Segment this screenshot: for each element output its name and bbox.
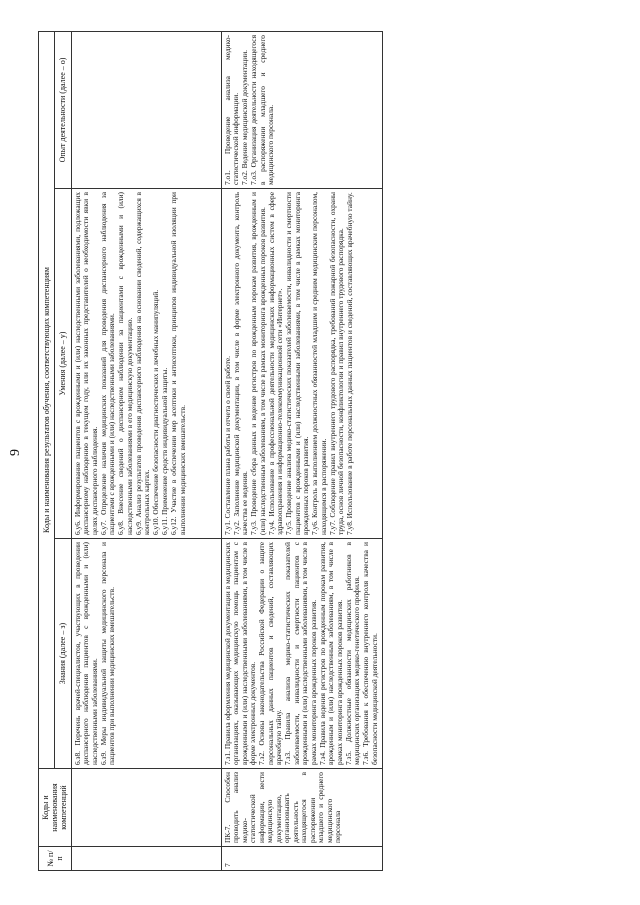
result-item: 7.у4. Использование в профессиональной деятельности медицинских информационных систем в сфере здравоохранения и информационно-телекоммуникационной сети «Интернет».: [266, 192, 285, 535]
row-competency-code: ПК-7. Способен проводить анализ медико-статистической информации, вести медицинскую документацию, организовывать деятельность находящегося в распоряжении младшего и среднего медицинского персонала: [221, 769, 382, 847]
skills-cell: [221, 189, 382, 539]
result-item: 7.з1. Правила оформления медицинской документации в медицинских организациях, оказывающих медицинскую помощь пациентам с врожденными и (или) наследственными заболеваниями, в том числе в форме электронных документов.: [222, 542, 258, 765]
result-item: 7.о3. Организация деятельности находящегося в распоряжении младшего и среднего медицинского персонала.: [249, 35, 276, 185]
table-row: [71, 32, 221, 871]
competencies-table: [38, 31, 383, 871]
result-item: 7.у7. Соблюдение правил внутреннего трудового распорядка, требований пожарной безопасности, охраны труда, основ личной безопасности, конфликтологии и правил внутреннего трудового распорядка.: [327, 192, 346, 535]
result-item: 6.з9. Меры индивидуальной защиты медицинского персонала и пациентов при выполнении медицинских вмешательств.: [98, 542, 117, 765]
skills-cell: [71, 189, 221, 539]
header-results-group: Коды и наименования результатов обучения, соответствующих компетенциям: [39, 32, 55, 769]
knowledge-cell: [71, 539, 221, 769]
result-item: 7.з4. Правила ведения регистров по врожденным порокам развития, врожденным и (или) наследственным заболеваниям, в том числе в рамках мониторинга врожденных пороков развития.: [317, 542, 344, 765]
result-item: 7.о2. Ведение медицинской документации.: [240, 49, 250, 185]
result-item: 7.з3. Правила анализа медико-статистических показателей заболеваемости, инвалидности и смертности пациентов с врожденными и (или) наследственными заболеваниями, в том числе в рамках мониторинга врожденных пороков развития.: [283, 542, 318, 765]
result-item: 7.у1. Составление плана работы и отчета о своей работе.: [222, 356, 232, 535]
header-row-1: [39, 32, 55, 871]
result-item: 6.у9. Анализ результатов проведения диспансерного наблюдения на основании сведений, содержащихся в контрольных картах.: [133, 192, 152, 535]
result-item: 7.з6. Требования к обеспечению внутреннего контроля качества и безопасности медицинской деятельности.: [361, 542, 379, 765]
result-item: 6.у10. Обеспечение безопасности диагностических и лечебных манипуляций.: [151, 289, 161, 535]
result-item: 6.у6. Информирование пациентов с врожденными и (или) наследственными заболеваниями, подлежащих диспансерному наблюдению в текущем году, или их законных представителей о необходимости явки в целях диспансерного наблюдения.: [72, 192, 99, 535]
page-number: 9: [8, 449, 23, 456]
header-num: № п/п: [39, 847, 72, 871]
row-competency-code: [71, 769, 221, 847]
result-item: 7.у8. Использование в работе персональных данных пациентов и сведений, составляющих врачебную тайну.: [345, 192, 355, 535]
result-item: 7.з2. Основы законодательства Российской Федерации о защите персональных данных пациентов и сведений, составляющих врачебную тайну.: [257, 542, 284, 765]
experience-cell: [221, 32, 382, 189]
row-num: [71, 847, 221, 871]
header-experience: Опыт деятельности (далее – о): [55, 32, 71, 189]
result-item: 7.о1. Проведение анализа медико-статистической информации.: [222, 35, 241, 185]
result-item: 7.у5. Проведение анализа медико-статистических показателей заболеваемости, инвалидности и смертности пациентов с врожденными и (или) наследственными заболеваниями, в том числе в рамках мониторинга врожденных пороков развития.: [284, 192, 311, 535]
row-num: 7: [221, 847, 382, 871]
result-item: 6.у8. Внесение сведений о диспансерном наблюдении за пациентами с врожденными и (или) наследственными заболеваниями в его медицинскую документацию.: [116, 192, 134, 535]
knowledge-cell: [221, 539, 382, 769]
result-item: 6.у12. Участие в обеспечении мер асептики и антисептики, принципов индивидуальной изоляции при выполнении медицинских вмешательств.: [169, 192, 187, 535]
result-item: 7.у3. Проведение сбора данных и ведение регистров по врожденным порокам развития, врожденным и (или) наследственным заболеваниям, в том числе в рамках мониторинга врожденных пороков развития.: [249, 192, 267, 535]
result-item: 7.у2. Заполнение медицинской документации, в том числе в форме электронного документа, контроль качества ее ведения.: [231, 192, 250, 535]
header-knowledge: Знания (далее – з): [55, 539, 71, 769]
header-row-2: [55, 32, 71, 871]
header-code: Коды и наименования компетенций: [39, 769, 72, 847]
result-item: 6.у7. Определение наличия медицинских показаний для проведения диспансерного наблюдения за пациентами с врожденными и (или) наследственными заболеваниями.: [98, 192, 117, 535]
experience-cell: [71, 32, 221, 189]
result-item: 6.з8. Перечень врачей-специалистов, участвующих в проведении диспансерного наблюдения пациентов с врожденными и (или) наследственными заболеваниями.: [72, 542, 99, 765]
result-item: 7.у6. Контроль за выполнением должностных обязанностей младшим и средним медицинским персоналом, находящимся в распоряжении.: [310, 192, 328, 535]
result-item: 7.з5. Должностные обязанности медицинских работников в медицинских организациях медико-генетического профиля.: [343, 542, 362, 765]
header-skills: Умения (далее – у): [55, 189, 71, 539]
table-row: [221, 32, 382, 871]
result-item: 6.у11. Применение средств индивидуальной защиты.: [160, 367, 170, 535]
